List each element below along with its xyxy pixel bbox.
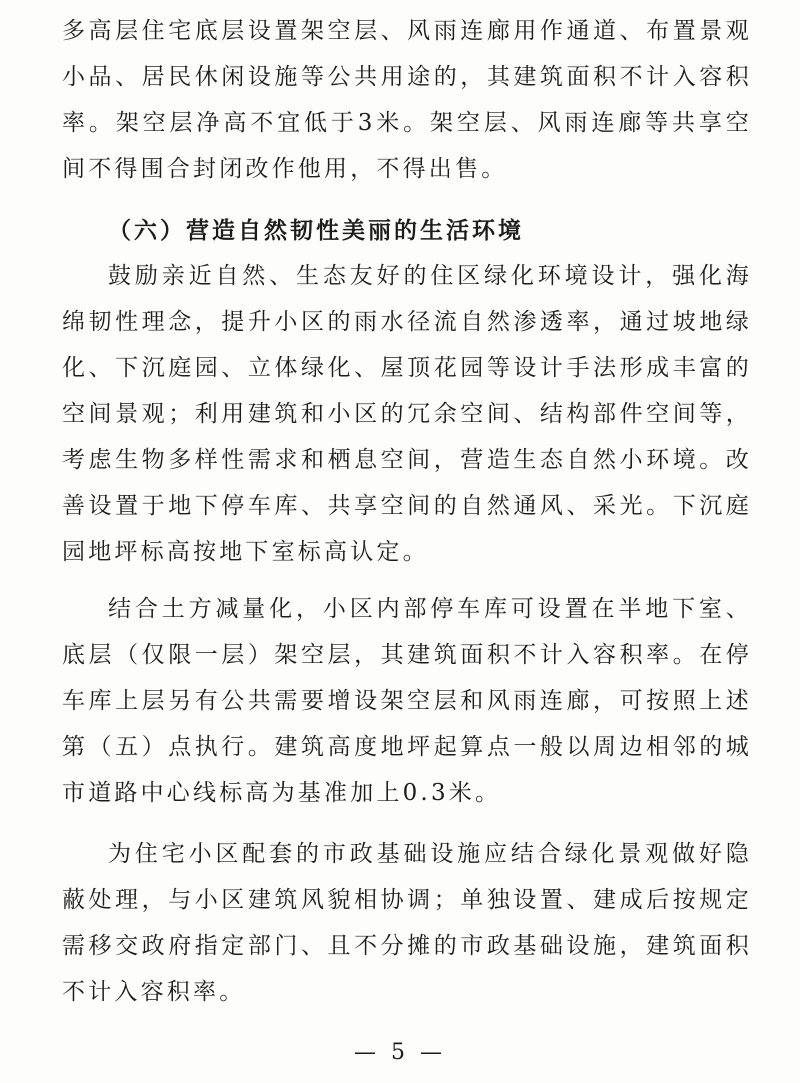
paragraph-municipal-infrastructure: 为住宅小区配套的市政基础设施应结合绿化景观做好隐蔽处理，与小区建筑风貌相协调；单独设置、建成后按规定需移交政府指定部门、且不分摊的市政基础设施，建筑面积不计入容积率。 bbox=[62, 841, 752, 1005]
section-heading-six: （六）营造自然韧性美丽的生活环境 bbox=[108, 217, 524, 244]
paragraph-parking-garage: 结合土方减量化，小区内部停车库可设置在半地下室、底层（仅限一层）架空层，其建筑面积不计入容积率。在停车库上层另有公共需要增设架空层和风雨连廊，可按照上述第（五）点执行。建筑高度地坪起算点一般以周边相邻的城市道路中心线标高为基准加上0.3米。 bbox=[62, 596, 752, 806]
paragraph-green-environment: 鼓励亲近自然、生态友好的住区绿化环境设计，强化海绵韧性理念，提升小区的雨水径流自然渗透率，通过坡地绿化、下沉庭园、立体绿化、屋顶花园等设计手法形成丰富的空间景观；利用建筑和小区的冗余空间、结构部件空间等，考虑生物多样性需求和栖息空间，营造生态自然小环境。改善设置于地下停车库、共享空间的自然通风、采光。下沉庭园地坪标高按地下室标高认定。 bbox=[62, 263, 752, 565]
page-number: — 5 — bbox=[354, 1040, 446, 1065]
paragraph-ground-floor-overhead: 多高层住宅底层设置架空层、风雨连廊用作通道、布置景观小品、居民休闲设施等公共用途的，其建筑面积不计入容积率。架空层净高不宜低于3米。架空层、风雨连廊等共享空间不得围合封闭改作他用，不得出售。 bbox=[62, 18, 752, 182]
